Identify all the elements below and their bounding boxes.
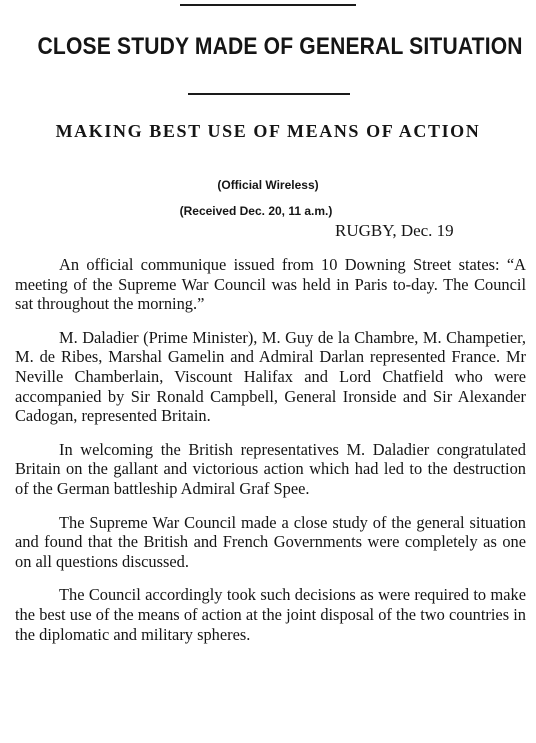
paragraph-1: An official communique issued from 10 Downing Street states: “A meeting of the Supreme War Council was held in Paris to-day. The Council sat throughout the morning.” (15, 255, 526, 314)
received-note: (Received Dec. 20, 11 a.m.) (179, 204, 333, 218)
paragraph-3: In welcoming the British representatives M. Daladier congratulated Britain on the gallant and victorious action which had led to the destruction of the German battleship Admiral Graf Spee. (15, 439, 526, 498)
dateline: RUGBY, Dec. 19 (335, 221, 454, 240)
headline-divider (188, 93, 350, 95)
paragraph-2: M. Daladier (Prime Minister), M. Guy de la Chambre, M. Champetier, M. de Ribes, Marshal Gamelin and Admiral Darlan represented France. Mr Neville Chamberlain, Viscount Halifax and Lord Chatfield who were accompanied by Sir Ronald Campbell, General Ironside and Sir Alexander Cadogan, represented Britain. (15, 327, 526, 426)
top-rule (180, 4, 356, 6)
headline: CLOSE STUDY MADE OF GENERAL SITUATION (37, 33, 523, 60)
paragraph-4: The Supreme War Council made a close study of the general situation and found that the British and French Governments were completely as one on all questions discussed. (15, 512, 526, 571)
paragraph-5: The Council accordingly took such decisions as were required to make the best use of the means of action at the joint disposal of the two countries in the diplomatic and military spheres. (15, 585, 526, 644)
source-note: (Official Wireless) (217, 178, 319, 192)
subheadline: MAKING BEST USE OF MEANS OF ACTION (55, 121, 481, 141)
article-body (15, 255, 526, 658)
